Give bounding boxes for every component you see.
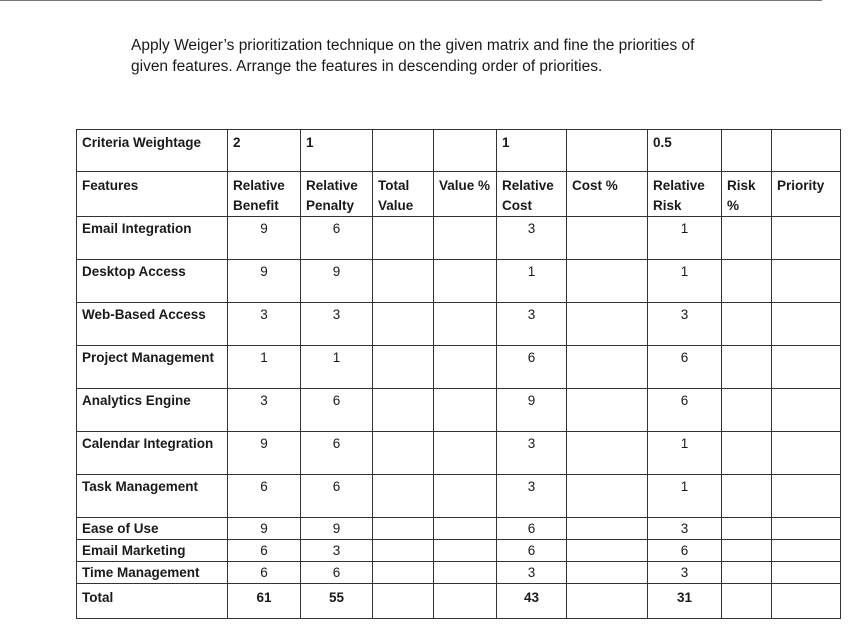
risk-cell: 1 — [648, 475, 722, 518]
table-row — [77, 432, 841, 475]
cost-cell: 3 — [497, 303, 567, 346]
cost-pct-cell — [567, 432, 648, 475]
feature-name: Task Management — [77, 475, 228, 518]
value-pct-cell — [434, 518, 497, 540]
value-pct-cell — [434, 562, 497, 584]
header-relative-penalty: Relative Penalty — [301, 172, 373, 217]
prioritization-matrix — [76, 129, 841, 619]
penalty-cell: 3 — [301, 303, 373, 346]
feature-name: Project Management — [77, 346, 228, 389]
penalty-cell: 9 — [301, 518, 373, 540]
priority-cell — [772, 303, 841, 346]
penalty-cell: 6 — [301, 217, 373, 260]
priority-cell — [772, 217, 841, 260]
benefit-cell: 9 — [228, 432, 301, 475]
criteria-label: Criteria Weightage — [77, 130, 228, 172]
header-features: Features — [77, 172, 228, 217]
total-risk: 31 — [648, 584, 722, 619]
risk-cell: 1 — [648, 260, 722, 303]
total-value-cell — [373, 584, 434, 619]
risk-cell: 6 — [648, 389, 722, 432]
risk-pct-cell — [722, 584, 772, 619]
penalty-cell: 6 — [301, 475, 373, 518]
risk-pct-weight — [722, 130, 772, 172]
risk-cell: 6 — [648, 346, 722, 389]
header-total-value: Total Value — [373, 172, 434, 217]
cost-pct-cell — [567, 260, 648, 303]
value-pct-cell — [434, 475, 497, 518]
benefit-cell: 1 — [228, 346, 301, 389]
table-row — [77, 518, 841, 540]
risk-pct-cell — [722, 432, 772, 475]
prompt-line-2: given features. Arrange the features in descending order of priorities. — [131, 58, 603, 75]
header-value-pct: Value % — [434, 172, 497, 217]
cost-cell: 3 — [497, 562, 567, 584]
total-value-cell — [373, 389, 434, 432]
assignment-prompt — [131, 35, 811, 77]
total-value-cell — [373, 346, 434, 389]
risk-cell: 3 — [648, 518, 722, 540]
table-row — [77, 475, 841, 518]
benefit-cell: 6 — [228, 562, 301, 584]
risk-pct-cell — [722, 518, 772, 540]
priority-cell — [772, 389, 841, 432]
priority-cell — [772, 346, 841, 389]
total-value-cell — [373, 432, 434, 475]
cost-pct-cell — [567, 346, 648, 389]
header-row — [77, 172, 841, 217]
priority-cell — [772, 475, 841, 518]
cost-pct-cell — [567, 584, 648, 619]
priority-cell — [772, 260, 841, 303]
penalty-cell: 3 — [301, 540, 373, 562]
risk-cell: 1 — [648, 217, 722, 260]
cost-pct-cell — [567, 518, 648, 540]
value-pct-cell — [434, 584, 497, 619]
risk-weight: 0.5 — [648, 130, 722, 172]
priority-cell — [772, 518, 841, 540]
risk-pct-cell — [722, 562, 772, 584]
total-benefit: 61 — [228, 584, 301, 619]
total-cost: 43 — [497, 584, 567, 619]
cost-cell: 3 — [497, 217, 567, 260]
header-risk-pct: Risk % — [722, 172, 772, 217]
priority-cell — [772, 584, 841, 619]
risk-pct-cell — [722, 346, 772, 389]
benefit-cell: 9 — [228, 260, 301, 303]
table-row — [77, 540, 841, 562]
value-pct-cell — [434, 389, 497, 432]
header-relative-risk: Relative Risk — [648, 172, 722, 217]
total-value-cell — [373, 540, 434, 562]
priority-cell — [772, 562, 841, 584]
value-pct-weight — [434, 130, 497, 172]
total-value-cell — [373, 475, 434, 518]
total-value-weight — [373, 130, 434, 172]
risk-cell: 3 — [648, 303, 722, 346]
risk-pct-cell — [722, 540, 772, 562]
priority-weight — [772, 130, 841, 172]
table-row — [77, 346, 841, 389]
cost-cell: 6 — [497, 518, 567, 540]
table-row — [77, 260, 841, 303]
value-pct-cell — [434, 260, 497, 303]
penalty-cell: 6 — [301, 432, 373, 475]
cost-cell: 6 — [497, 346, 567, 389]
penalty-weight: 1 — [301, 130, 373, 172]
feature-name: Time Management — [77, 562, 228, 584]
benefit-cell: 3 — [228, 389, 301, 432]
penalty-cell: 6 — [301, 562, 373, 584]
top-divider — [0, 0, 822, 1]
value-pct-cell — [434, 346, 497, 389]
value-pct-cell — [434, 303, 497, 346]
risk-pct-cell — [722, 260, 772, 303]
table-row — [77, 562, 841, 584]
benefit-cell: 9 — [228, 217, 301, 260]
cost-pct-cell — [567, 389, 648, 432]
table-row — [77, 217, 841, 260]
priority-cell — [772, 432, 841, 475]
total-value-cell — [373, 260, 434, 303]
risk-cell: 1 — [648, 432, 722, 475]
cost-pct-cell — [567, 217, 648, 260]
table-row — [77, 389, 841, 432]
total-row — [77, 584, 841, 619]
cost-pct-weight — [567, 130, 648, 172]
total-value-cell — [373, 562, 434, 584]
header-relative-benefit: Relative Benefit — [228, 172, 301, 217]
cost-pct-cell — [567, 303, 648, 346]
penalty-cell: 9 — [301, 260, 373, 303]
header-relative-cost: Relative Cost — [497, 172, 567, 217]
cost-cell: 1 — [497, 260, 567, 303]
penalty-cell: 1 — [301, 346, 373, 389]
table-row — [77, 303, 841, 346]
prompt-line-1: Apply Weiger’s prioritization technique on the given matrix and fine the priorities of — [131, 37, 695, 54]
cost-pct-cell — [567, 540, 648, 562]
priority-cell — [772, 540, 841, 562]
risk-pct-cell — [722, 217, 772, 260]
risk-cell: 6 — [648, 540, 722, 562]
value-pct-cell — [434, 217, 497, 260]
total-value-cell — [373, 303, 434, 346]
total-value-cell — [373, 518, 434, 540]
cost-cell: 3 — [497, 432, 567, 475]
cost-cell: 3 — [497, 475, 567, 518]
cost-weight: 1 — [497, 130, 567, 172]
penalty-cell: 6 — [301, 389, 373, 432]
value-pct-cell — [434, 432, 497, 475]
risk-cell: 3 — [648, 562, 722, 584]
risk-pct-cell — [722, 303, 772, 346]
benefit-cell: 6 — [228, 475, 301, 518]
feature-name: Ease of Use — [77, 518, 228, 540]
cost-pct-cell — [567, 562, 648, 584]
risk-pct-cell — [722, 475, 772, 518]
total-penalty: 55 — [301, 584, 373, 619]
feature-name: Desktop Access — [77, 260, 228, 303]
total-label: Total — [77, 584, 228, 619]
feature-name: Calendar Integration — [77, 432, 228, 475]
criteria-weightage-row — [77, 130, 841, 172]
header-cost-pct: Cost % — [567, 172, 648, 217]
benefit-cell: 3 — [228, 303, 301, 346]
cost-cell: 9 — [497, 389, 567, 432]
benefit-weight: 2 — [228, 130, 301, 172]
risk-pct-cell — [722, 389, 772, 432]
cost-pct-cell — [567, 475, 648, 518]
feature-name: Email Integration — [77, 217, 228, 260]
header-priority: Priority — [772, 172, 841, 217]
total-value-cell — [373, 217, 434, 260]
benefit-cell: 9 — [228, 518, 301, 540]
feature-name: Analytics Engine — [77, 389, 228, 432]
feature-name: Email Marketing — [77, 540, 228, 562]
cost-cell: 6 — [497, 540, 567, 562]
value-pct-cell — [434, 540, 497, 562]
feature-name: Web-Based Access — [77, 303, 228, 346]
benefit-cell: 6 — [228, 540, 301, 562]
